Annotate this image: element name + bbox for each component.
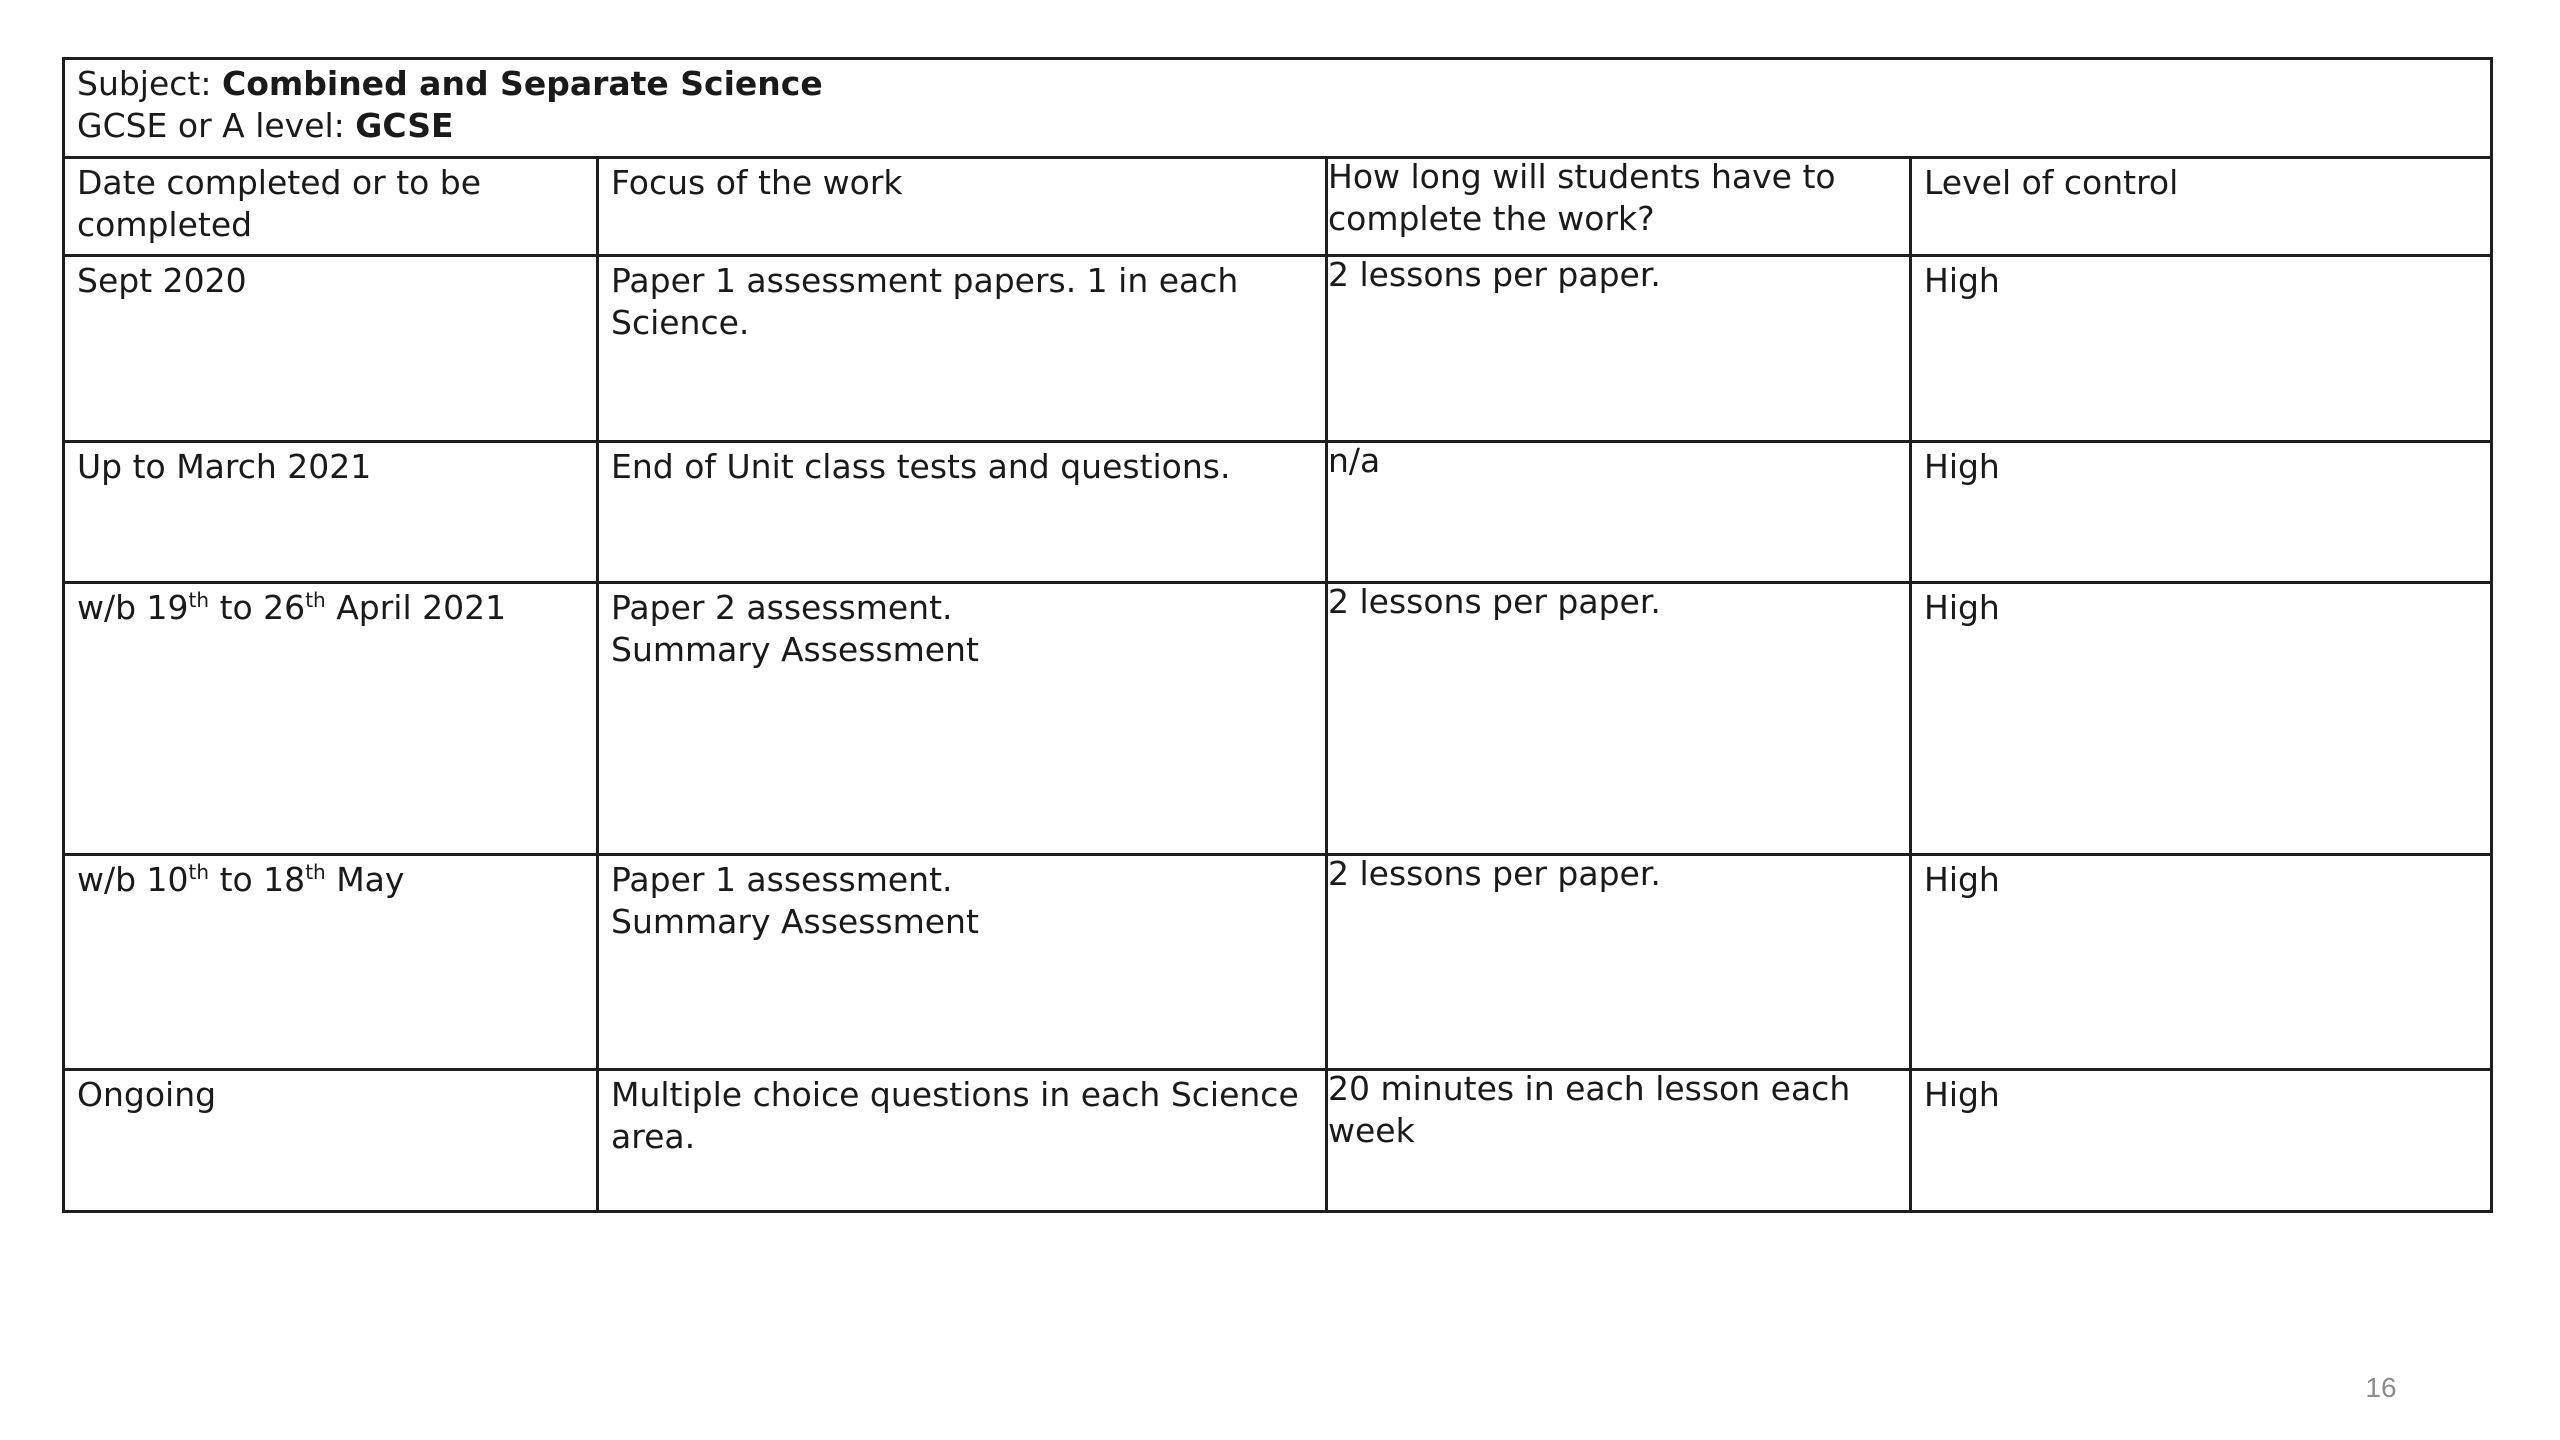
row-3-date-mid: to 26 <box>209 588 306 627</box>
row-2-control: High <box>1911 442 2492 583</box>
table-row <box>64 1070 2492 1212</box>
row-4-focus-line-1: Paper 1 assessment. <box>611 860 953 899</box>
row-3-duration-text: 2 lessons per paper. <box>1328 582 1661 621</box>
row-4-focus-line-2: Summary Assessment <box>611 902 979 941</box>
row-3-focus-line-1: Paper 2 assessment. <box>611 588 953 627</box>
row-4-date-suffix: May <box>325 860 405 899</box>
table-row <box>64 256 2492 442</box>
row-5-control: High <box>1911 1070 2492 1212</box>
row-4-date-sup1: th <box>188 860 210 884</box>
row-4-date-mid: to 18 <box>209 860 306 899</box>
row-4-control: High <box>1911 855 2492 1070</box>
column-header-date: Date completed or to be completed <box>64 158 598 256</box>
column-header-focus: Focus of the work <box>598 158 1327 256</box>
row-3-date <box>64 583 598 855</box>
subject-cell <box>64 59 2492 158</box>
row-5-date: Ongoing <box>64 1070 598 1212</box>
row-4-focus <box>598 855 1327 1070</box>
row-3-date-sup1: th <box>188 588 210 612</box>
level-value: GCSE <box>355 106 454 145</box>
row-4-date-sup2: th <box>305 860 326 884</box>
row-2-focus: End of Unit class tests and questions. <box>598 442 1327 583</box>
row-2-date: Up to March 2021 <box>64 442 598 583</box>
row-3-duration <box>1327 583 1911 855</box>
row-3-date-sup2: th <box>305 588 326 612</box>
table-header-row <box>64 59 2492 158</box>
row-1-focus: Paper 1 assessment papers. 1 in each Science. <box>598 256 1327 442</box>
row-2-duration <box>1327 442 1911 583</box>
row-5-duration <box>1327 1070 1911 1212</box>
page-number: 16 <box>2365 1372 2397 1403</box>
subject-label: Subject: <box>77 64 222 103</box>
row-4-duration <box>1327 855 1911 1070</box>
row-3-date-prefix: w/b 19 <box>77 588 189 627</box>
row-4-date <box>64 855 598 1070</box>
row-5-duration-text: 20 minutes in each lesson each week <box>1328 1069 1851 1150</box>
row-4-date-prefix: w/b 10 <box>77 860 189 899</box>
row-3-date-suffix: April 2021 <box>325 588 507 627</box>
assessment-table <box>62 57 2493 1213</box>
row-1-duration <box>1327 256 1911 442</box>
column-header-duration-text: How long will students have to complete the work? <box>1328 157 1836 238</box>
level-label: GCSE or A level: <box>77 106 356 145</box>
row-1-control: High <box>1911 256 2492 442</box>
row-3-control: High <box>1911 583 2492 855</box>
column-header-row <box>64 158 2492 256</box>
table-row <box>64 855 2492 1070</box>
column-header-duration <box>1327 158 1911 256</box>
row-2-duration-text: n/a <box>1328 441 1381 480</box>
row-3-focus-line-2: Summary Assessment <box>611 630 979 669</box>
column-header-control: Level of control <box>1911 158 2492 256</box>
table-row <box>64 442 2492 583</box>
subject-value: Combined and Separate Science <box>221 64 823 103</box>
subject-line <box>77 63 2478 105</box>
row-3-focus <box>598 583 1327 855</box>
level-line <box>77 105 2478 147</box>
row-1-date: Sept 2020 <box>64 256 598 442</box>
row-4-duration-text: 2 lessons per paper. <box>1328 854 1661 893</box>
row-1-duration-text: 2 lessons per paper. <box>1328 255 1661 294</box>
row-5-focus: Multiple choice questions in each Science area. <box>598 1070 1327 1212</box>
table-row <box>64 583 2492 855</box>
